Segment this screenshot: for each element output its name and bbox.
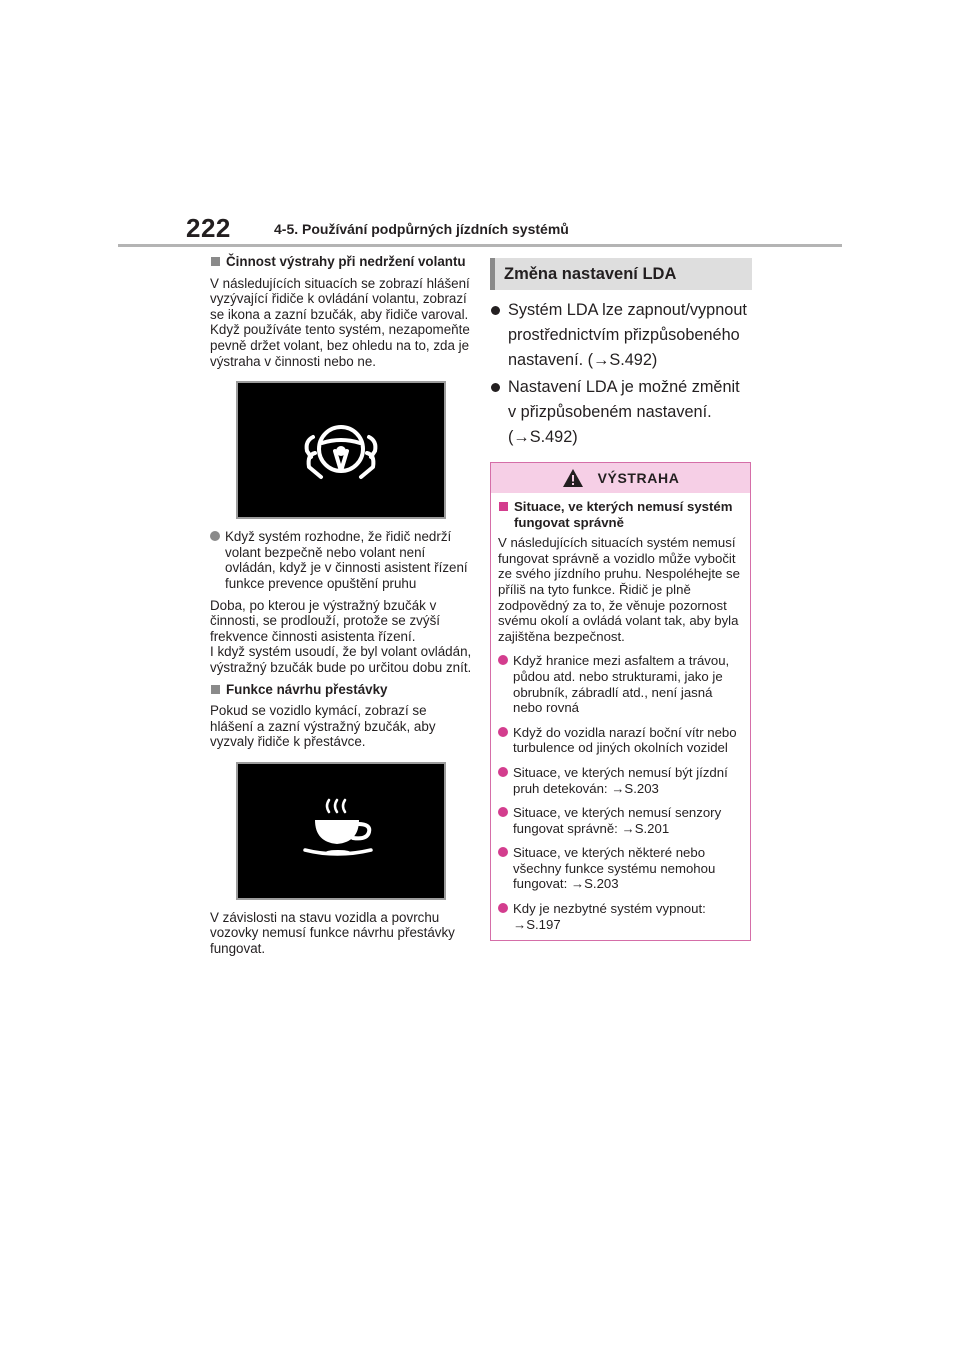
list-item-text: Kdy je nezbytné systém vypnout: →S.197: [513, 901, 706, 932]
page-number: 222: [186, 213, 231, 243]
subheading-text: Činnost výstrahy při nedržení volantu: [226, 254, 466, 269]
coffee-cup-icon: [301, 796, 381, 866]
chapter-title: 4-5. Používání podpůrných jízdních systémů: [274, 221, 569, 237]
bullet-dot-icon: [498, 767, 508, 777]
list-item: [498, 845, 740, 892]
paragraph: Doba, po kterou je výstražný bzučák v činnosti, se prodlouží, protože se zvýší frekvence činnosti asistenta řízení.: [210, 597, 440, 644]
warning-header: [491, 463, 750, 493]
list-item-text: Nastavení LDA je možné změnit v přizpůsobeném nastavení. (→S.492): [508, 378, 740, 446]
list-item: [498, 725, 740, 756]
paragraph: V následujících situacích se zobrazí hlášení vyzývající řidiče k ovládání volantu, zobrazí se ikona a zazní bzučák, aby řidiče varoval. Když používáte tento systém, nezapomeňte pevně držet volant, bez ohledu na to, zda je výstraha v činnosti nebo ne.: [210, 275, 470, 369]
right-column: [490, 258, 752, 941]
warning-subheading: [498, 499, 740, 530]
warning-body: [491, 493, 750, 940]
warning-title: VÝSTRAHA: [597, 470, 680, 486]
list-item-text: Když systém rozhodne, že řidič nedrží volant bezpečně nebo volant není ovládán, když je v činnosti asistent řízení funkce prevence opuštění pruhu: [225, 529, 468, 591]
bullet-dot-icon: [210, 531, 220, 541]
list-item-text: Systém LDA lze zapnout/vypnout prostřednictvím přizpůsobeného nastavení. (→S.492): [508, 301, 747, 369]
subheading-break-suggestion: [210, 682, 472, 698]
bullet-dot-icon: [491, 383, 500, 392]
list-item: [490, 375, 752, 450]
list-item: [210, 529, 472, 591]
square-bullet-icon: [499, 502, 508, 511]
warning-triangle-icon: [562, 468, 584, 488]
hands-on-steering-wheel-icon: [301, 415, 381, 485]
list-item: [498, 805, 740, 836]
paragraph: Pokud se vozidlo kymácí, zobrazí se hlášení a zazní výstražný bzučák, aby vyzvaly řidiče k přestávce.: [210, 703, 436, 750]
lda-settings-list: [490, 298, 752, 450]
subheading-steering-warning: [210, 254, 472, 270]
bullet-dot-icon: [498, 727, 508, 737]
display-screen-steering: [236, 381, 446, 519]
list-item-text: Když hranice mezi asfaltem a trávou, půdou atd. nebo strukturami, jako je obrubník, zábradlí atd., není jasná nebo rovná: [513, 653, 730, 716]
warning-intro: V následujících situacích systém nemusí fungovat správně a vozidlo může vybočit ze svého jízdního pruhu. Nespoléhejte se příliš na tyto funkce. Řidič je plně zodpovědný za to, že věnuje pozornost svému okolí a ovládá volant tak, aby byla zajištěna bezpečnost.: [498, 535, 740, 644]
paragraph: I když systém usoudí, že byl volant ovládán, výstražný bzučák bude po určitou dobu znít.: [210, 644, 472, 675]
bullet-dot-icon: [498, 807, 508, 817]
list-item-text: Když do vozidla narazí boční vítr nebo turbulence od jiných okolních vozidel: [513, 724, 737, 756]
bullet-dot-icon: [498, 655, 508, 665]
list-item-text: Situace, ve kterých některé nebo všechny funkce systému nemohou fungovat: →S.203: [513, 845, 716, 892]
display-screen-coffee: [236, 762, 446, 900]
warning-box: [490, 462, 751, 941]
subheading-text: Situace, ve kterých nemusí systém fungovat správně: [514, 499, 733, 530]
list-item: [498, 765, 740, 796]
bullet-dot-icon: [491, 306, 500, 315]
square-bullet-icon: [211, 685, 220, 694]
section-title: Změna nastavení LDA: [490, 258, 752, 290]
list-item: [490, 298, 752, 373]
left-column: [210, 254, 472, 963]
list-item-text: Situace, ve kterých nemusí být jízdní pruh detekován: →S.203: [513, 764, 728, 796]
list-item-text: Situace, ve kterých nemusí senzory fungovat správně: →S.201: [513, 805, 722, 836]
header-rule: [118, 244, 842, 247]
bullet-dot-icon: [498, 847, 508, 857]
bullet-dot-icon: [498, 903, 508, 913]
list-item: [498, 653, 740, 715]
list-item: [498, 901, 740, 932]
paragraph: V závislosti na stavu vozidla a povrchu vozovky nemusí funkce návrhu přestávky fungovat.: [210, 909, 455, 957]
subheading-text: Funkce návrhu přestávky: [226, 681, 388, 697]
square-bullet-icon: [211, 257, 220, 266]
